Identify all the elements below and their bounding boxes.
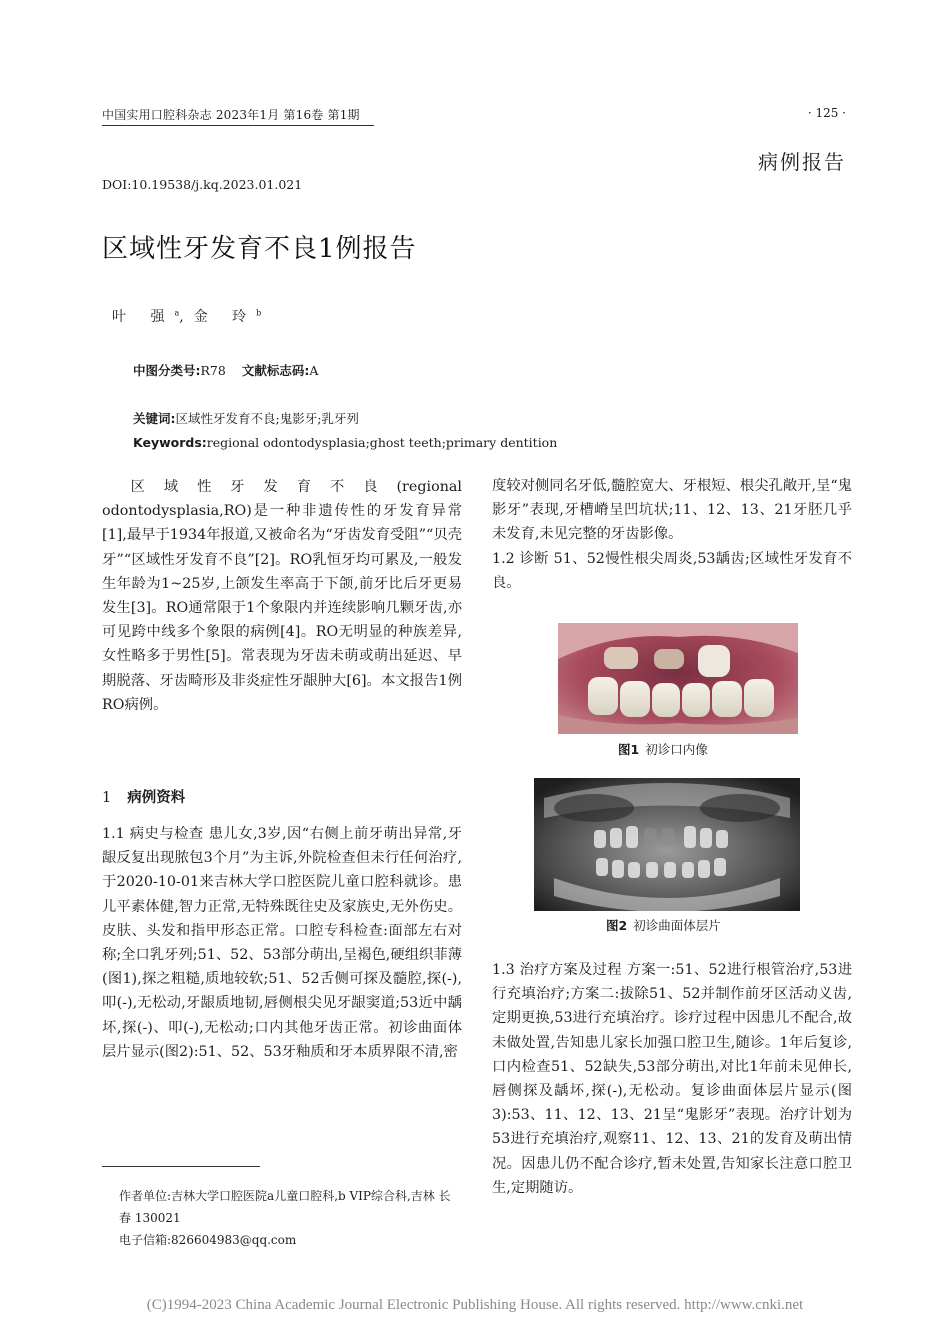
- intraoral-photo-graphic: [558, 623, 798, 734]
- figure-2-panoramic-xray: [534, 778, 800, 911]
- doi: DOI:10.19538/j.kq.2023.01.021: [102, 177, 303, 192]
- author-2-affil: b: [256, 308, 262, 318]
- author-1: 叶 强: [112, 309, 175, 325]
- footnote-rule: [102, 1166, 260, 1167]
- figure-2-caption-text: 初诊曲面体层片: [633, 918, 721, 933]
- right-column-top: [492, 474, 852, 595]
- section-label: 病例报告: [758, 150, 846, 174]
- section-1-title: 病例资料: [127, 790, 186, 806]
- doc-code-value: A: [309, 363, 319, 378]
- page-number: · 125 ·: [807, 106, 846, 120]
- keywords-cn-value: 区域性牙发育不良;鬼影牙;乳牙列: [175, 411, 359, 426]
- footnote-affiliation: 作者单位:吉林大学口腔医院a儿童口腔科,b VIP综合科,吉林 长春 130021: [119, 1189, 451, 1225]
- figure-2-label: 图2: [606, 918, 628, 933]
- clc-label: 中图分类号:: [133, 363, 201, 378]
- author-1-affil: a: [174, 308, 180, 318]
- footnote-email: 电子信箱:826604983@qq.com: [119, 1233, 297, 1247]
- copyright-notice: (C)1994-2023 China Academic Journal Electronic Publishing House. All rights reserved. http://www.cnki.net: [146, 1297, 804, 1313]
- article-title: 区域性牙发育不良1例报告: [102, 234, 417, 264]
- classification: [133, 361, 318, 379]
- paragraph-1-1: 1.1 病史与检查 患儿女,3岁,因“右侧上前牙萌出异常,牙龈反复出现脓包3个月”为主诉,外院检查但未行任何治疗,于2020-10-01来吉林大学口腔医院儿童口腔科就诊。患儿平素体健,智力正常,无特殊既往史及家族史,无外伤史。皮肤、头发和指甲形态正常。口腔专科检查:面部左右对称;全口乳牙列;51、52、53部分萌出,呈褐色,硬组织菲薄(图1),探之粗糙,质地较软;51、52舌侧可探及髓腔,探(-),叩(-),无松动,牙龈质地韧,唇侧根尖见牙龈窦道;53近中龋坏,探(-)、叩(-),无松动;口内其他牙齿正常。初诊曲面体层片显示(图2):51、52、53牙釉质和牙本质界限不清,密: [102, 826, 462, 1060]
- figure-1-caption-text: 初诊口内像: [645, 742, 708, 757]
- panoramic-xray-graphic: [534, 778, 800, 911]
- keywords-cn-label: 关键词:: [133, 411, 176, 426]
- keywords-cn: [133, 409, 359, 427]
- author-2: 金 玲: [193, 309, 257, 325]
- intro-paragraph: 区域性牙发育不良(regional odontodysplasia,RO)是一种非遗传性的牙发育异常[1],最早于1934年报道,又被命名为“牙齿发育受阻”“贝壳牙”“区域性牙发育不良”[2]。RO乳恒牙均可累及,一般发生年龄为1~25岁,上颌发生率高于下颌,前牙比后牙更易发生[3]。RO通常限于1个象限内并连续影响几颗牙齿,亦可见跨中线多个象限的病例[4]。RO无明显的种族差异,女性略多于男性[5]。常表现为牙齿未萌或萌出延迟、早期脱落、牙齿畸形及非炎症性牙龈肿大[6]。本文报告1例RO病例。: [102, 479, 462, 713]
- section-1-number: 1: [102, 790, 112, 806]
- keywords-en-label: Keywords:: [133, 435, 207, 450]
- keywords-en: [133, 435, 557, 450]
- figure-1-label: 图1: [618, 742, 640, 757]
- author-separator: ,: [179, 309, 194, 325]
- header-rule: [102, 125, 374, 126]
- clc-value: R78: [200, 363, 226, 378]
- figure-1-intraoral-photo: [558, 623, 798, 734]
- paragraph-1-2: 1.2 诊断 51、52慢性根尖周炎,53龋齿;区域性牙发育不良。: [492, 550, 852, 591]
- authors: [112, 306, 261, 326]
- journal-header: 中国实用口腔科杂志 2023年1月 第16卷 第1期: [102, 108, 360, 122]
- doc-code-label: 文献标志码:: [241, 363, 310, 378]
- figure-1-caption: [618, 740, 708, 758]
- paragraph-1-3: 1.3 治疗方案及过程 方案一:51、52进行根管治疗,53进行充填治疗;方案二:拔除51、52并制作前牙区活动义齿,定期更换,53进行充填治疗。诊疗过程中因患儿不配合,故未做处置,告知患儿家长加强口腔卫生,随诊。1年后复诊,口内检查51、52缺失,53部分萌出,对比1年前未见伸长,唇侧探及龋坏,探(-),无松动。复诊曲面体层片显示(图3):53、11、12、13、21呈“鬼影牙”表现。治疗计划为53进行充填治疗,观察11、12、13、21的发育及萌出情况。因患儿仍不配合诊疗,暂未处置,告知家长注意口腔卫生,定期随访。: [492, 962, 852, 1196]
- keywords-en-value: regional odontodysplasia;ghost teeth;primary dentition: [206, 435, 558, 450]
- section-1-heading: [102, 786, 185, 807]
- paragraph-1-1-continued: 度较对侧同名牙低,髓腔宽大、牙根短、根尖孔敞开,呈“鬼影牙”表现,牙槽嵴呈凹坑状;11、12、13、21牙胚几乎未发育,未见完整的牙齿影像。: [492, 478, 852, 543]
- figure-2-caption: [606, 916, 721, 934]
